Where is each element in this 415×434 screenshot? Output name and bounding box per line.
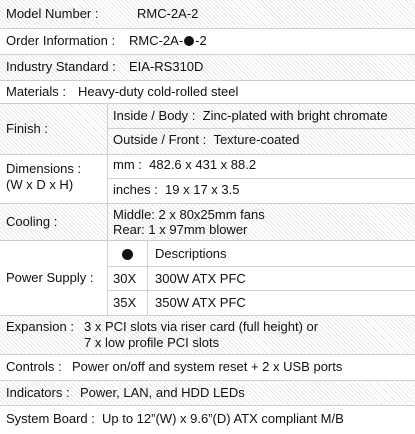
- power-option-code: 35X: [113, 295, 137, 310]
- cooling-middle: Middle: 2 x 80x25mm fans: [113, 207, 265, 222]
- expansion-label: Expansion :: [6, 319, 74, 334]
- cooling-rear: Rear: 1 x 97mm blower: [113, 222, 248, 237]
- materials-value: Heavy-duty cold-rolled steel: [78, 84, 239, 99]
- board-row: [0, 406, 415, 434]
- dimensions-mm: [113, 157, 256, 173]
- option-code-dot-icon: [122, 249, 133, 260]
- order-label: Order Information :: [6, 33, 116, 48]
- power-header: Descriptions: [155, 246, 227, 261]
- indicators-value: Power, LAN, and HDD LEDs: [80, 385, 245, 400]
- dimensions-inches: [113, 182, 240, 198]
- expansion-row: [0, 316, 415, 354]
- dimensions-mm-value: 482.6 x 431 x 88.2: [149, 157, 257, 172]
- model-value: RMC-2A-2: [137, 6, 199, 21]
- finish-outside: [113, 132, 299, 148]
- cooling-label: Cooling :: [6, 214, 58, 229]
- power-option-desc: 350W ATX PFC: [155, 295, 246, 310]
- indicators-label: Indicators :: [6, 385, 70, 400]
- controls-row: [0, 355, 415, 380]
- dimensions-inches-unit: inches :: [113, 182, 158, 197]
- order-value: [129, 33, 207, 49]
- standard-value: EIA-RS310D: [129, 59, 204, 74]
- finish-inside-value: Zinc-plated with bright chromate: [202, 108, 388, 123]
- order-value-suffix: -2: [195, 33, 207, 48]
- dimensions-sublabel: (W x D x H): [6, 177, 74, 192]
- indicators-row: [0, 381, 415, 405]
- finish-label: Finish :: [6, 121, 48, 136]
- expansion-line1: 3 x PCI slots via riser card (full height) or: [84, 319, 319, 334]
- cooling-row: [0, 204, 415, 240]
- materials-row: [0, 81, 415, 103]
- model-row: [0, 0, 415, 28]
- finish-inside-label: Inside / Body :: [113, 108, 196, 123]
- standard-label: Industry Standard :: [6, 59, 116, 74]
- dimensions-row: [0, 155, 415, 203]
- power-option-code: 30X: [113, 271, 137, 286]
- board-value: Up to 12”(W) x 9.6”(D) ATX compliant M/B: [102, 411, 344, 426]
- finish-outside-label: Outside / Front :: [113, 132, 207, 147]
- power-label: Power Supply :: [6, 270, 94, 285]
- dimensions-label: Dimensions :: [6, 161, 82, 176]
- board-label: System Board :: [6, 411, 95, 426]
- standard-row: [0, 55, 415, 80]
- power-option-desc: 300W ATX PFC: [155, 271, 246, 286]
- materials-label: Materials :: [6, 84, 66, 99]
- dimensions-inches-value: 19 x 17 x 3.5: [165, 182, 240, 197]
- finish-row: [0, 104, 415, 154]
- order-value-prefix: RMC-2A-: [129, 33, 184, 48]
- expansion-line2: 7 x low profile PCI slots: [84, 335, 220, 350]
- model-label: Model Number :: [6, 6, 99, 21]
- controls-value: Power on/off and system reset + 2 x USB ports: [72, 359, 343, 374]
- finish-outside-value: Texture-coated: [213, 132, 300, 147]
- finish-inside: [113, 108, 388, 124]
- option-placeholder-dot-icon: [184, 36, 194, 46]
- controls-label: Controls :: [6, 359, 62, 374]
- order-row: [0, 29, 415, 54]
- dimensions-mm-unit: mm :: [113, 157, 142, 172]
- power-row: [0, 241, 415, 315]
